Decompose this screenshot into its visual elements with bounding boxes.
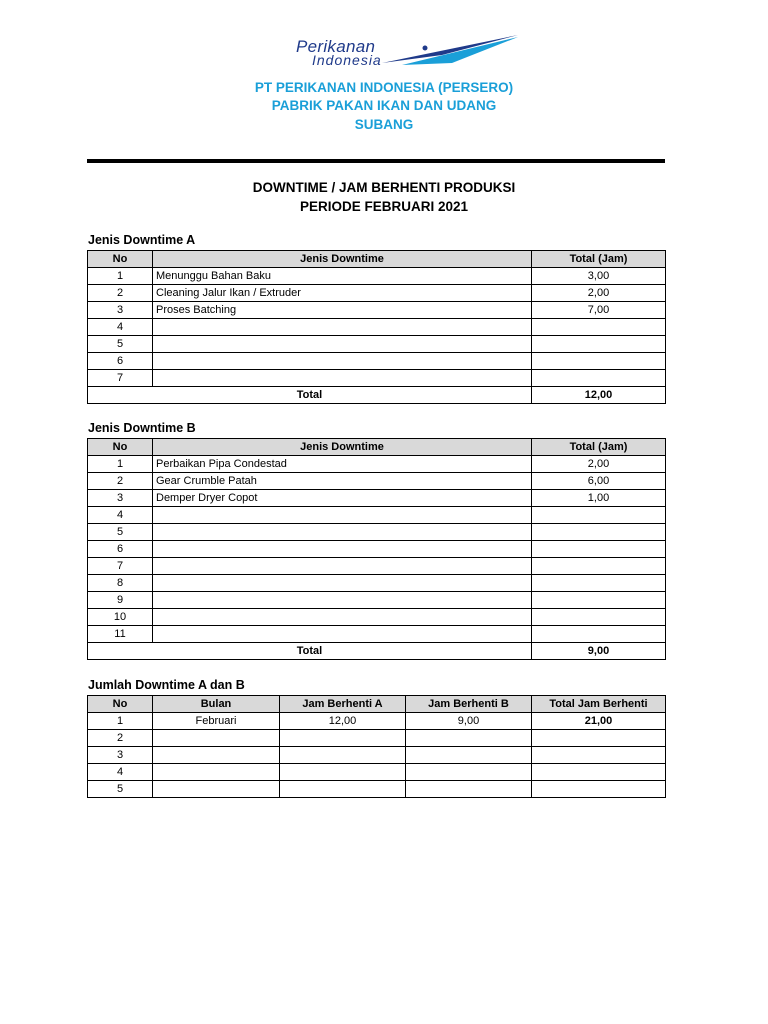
table-row	[88, 456, 666, 473]
total-row	[88, 387, 666, 404]
total-label: Total	[88, 643, 532, 660]
table-row	[88, 319, 666, 336]
table-row	[88, 507, 666, 524]
column-header: Jenis Downtime	[153, 251, 532, 268]
row-number: 6	[88, 353, 153, 370]
downtime-hours	[532, 524, 666, 541]
row-number: 3	[88, 747, 153, 764]
hours-b-cell	[406, 747, 532, 764]
downtime-hours	[532, 370, 666, 387]
column-header: Bulan	[153, 696, 280, 713]
downtime-type	[153, 558, 532, 575]
downtime-type: Menunggu Bahan Baku	[153, 268, 532, 285]
hours-a-cell	[280, 747, 406, 764]
row-number: 4	[88, 507, 153, 524]
total-hours-cell: 21,00	[532, 713, 666, 730]
column-header: Total (Jam)	[532, 251, 666, 268]
downtime-hours	[532, 592, 666, 609]
row-number: 1	[88, 456, 153, 473]
document-period: PERIODE FEBRUARI 2021	[299, 199, 469, 214]
downtime-type: Perbaikan Pipa Condestad	[153, 456, 532, 473]
table-row	[88, 575, 666, 592]
column-header: Jenis Downtime	[153, 439, 532, 456]
downtime-b-table	[87, 438, 666, 660]
company-division: PABRIK PAKAN IKAN DAN UDANG	[271, 98, 497, 113]
table-row	[88, 781, 666, 798]
row-number: 5	[88, 524, 153, 541]
hours-a-cell	[280, 730, 406, 747]
table-row	[88, 370, 666, 387]
column-header: Total (Jam)	[532, 439, 666, 456]
company-name: PT PERIKANAN INDONESIA (PERSERO)	[254, 80, 514, 95]
downtime-hours	[532, 558, 666, 575]
total-value: 9,00	[532, 643, 666, 660]
row-number: 3	[88, 490, 153, 507]
logo-text-perikanan: Perikanan	[296, 37, 376, 56]
downtime-type	[153, 609, 532, 626]
row-number: 2	[88, 473, 153, 490]
table-row	[88, 558, 666, 575]
total-label: Total	[88, 387, 532, 404]
table-row	[88, 353, 666, 370]
downtime-type	[153, 626, 532, 643]
row-number: 2	[88, 285, 153, 302]
hours-a-cell: 12,00	[280, 713, 406, 730]
downtime-type	[153, 319, 532, 336]
month-cell	[153, 730, 280, 747]
table-row	[88, 713, 666, 730]
table-row	[88, 302, 666, 319]
month-cell	[153, 747, 280, 764]
hours-b-cell	[406, 764, 532, 781]
row-number: 11	[88, 626, 153, 643]
downtime-type	[153, 524, 532, 541]
downtime-type: Cleaning Jalur Ikan / Extruder	[153, 285, 532, 302]
section-label-downtime-b: Jenis Downtime B	[88, 421, 196, 435]
column-header: No	[88, 251, 153, 268]
row-number: 5	[88, 336, 153, 353]
downtime-type: Gear Crumble Patah	[153, 473, 532, 490]
row-number: 6	[88, 541, 153, 558]
column-header: Jam Berhenti B	[406, 696, 532, 713]
downtime-hours	[532, 541, 666, 558]
row-number: 3	[88, 302, 153, 319]
table-header-row	[88, 696, 666, 713]
month-cell	[153, 764, 280, 781]
downtime-type	[153, 353, 532, 370]
document-title: DOWNTIME / JAM BERHENTI PRODUKSI	[252, 180, 516, 195]
total-hours-cell	[532, 747, 666, 764]
hours-a-cell	[280, 764, 406, 781]
table-row	[88, 336, 666, 353]
hours-b-cell: 9,00	[406, 713, 532, 730]
column-header: No	[88, 696, 153, 713]
company-logo	[292, 33, 518, 77]
row-number: 4	[88, 764, 153, 781]
table-row	[88, 490, 666, 507]
section-label-downtime-a: Jenis Downtime A	[88, 233, 196, 247]
downtime-summary-table	[87, 695, 666, 798]
downtime-type	[153, 592, 532, 609]
row-number: 1	[88, 713, 153, 730]
month-cell	[153, 781, 280, 798]
downtime-type	[153, 336, 532, 353]
column-header: Total Jam Berhenti	[532, 696, 666, 713]
hours-b-cell	[406, 730, 532, 747]
column-header: No	[88, 439, 153, 456]
row-number: 7	[88, 370, 153, 387]
downtime-hours	[532, 575, 666, 592]
table-header-row	[88, 251, 666, 268]
downtime-type	[153, 575, 532, 592]
downtime-hours: 2,00	[532, 456, 666, 473]
company-location: SUBANG	[354, 117, 414, 132]
downtime-hours: 6,00	[532, 473, 666, 490]
table-row	[88, 747, 666, 764]
downtime-a-table	[87, 250, 666, 404]
total-row	[88, 643, 666, 660]
table-row	[88, 730, 666, 747]
table-header-row	[88, 439, 666, 456]
table-row	[88, 541, 666, 558]
downtime-hours: 3,00	[532, 268, 666, 285]
total-hours-cell	[532, 781, 666, 798]
table-row	[88, 764, 666, 781]
downtime-hours	[532, 626, 666, 643]
header-divider	[87, 159, 665, 163]
downtime-type: Proses Batching	[153, 302, 532, 319]
column-header: Jam Berhenti A	[280, 696, 406, 713]
hours-b-cell	[406, 781, 532, 798]
table-row	[88, 524, 666, 541]
row-number: 10	[88, 609, 153, 626]
row-number: 9	[88, 592, 153, 609]
downtime-hours	[532, 336, 666, 353]
downtime-hours: 1,00	[532, 490, 666, 507]
hours-a-cell	[280, 781, 406, 798]
downtime-hours	[532, 319, 666, 336]
row-number: 1	[88, 268, 153, 285]
downtime-hours	[532, 609, 666, 626]
downtime-hours	[532, 507, 666, 524]
section-label-downtime-summary: Jumlah Downtime A dan B	[88, 678, 245, 692]
total-value: 12,00	[532, 387, 666, 404]
downtime-type: Demper Dryer Copot	[153, 490, 532, 507]
table-row	[88, 285, 666, 302]
table-row	[88, 268, 666, 285]
logo-text-indonesia: Indonesia	[312, 52, 382, 68]
downtime-hours	[532, 353, 666, 370]
row-number: 7	[88, 558, 153, 575]
downtime-hours: 7,00	[532, 302, 666, 319]
table-row	[88, 592, 666, 609]
table-row	[88, 609, 666, 626]
total-hours-cell	[532, 730, 666, 747]
row-number: 2	[88, 730, 153, 747]
month-cell: Februari	[153, 713, 280, 730]
row-number: 8	[88, 575, 153, 592]
table-row	[88, 473, 666, 490]
total-hours-cell	[532, 764, 666, 781]
row-number: 4	[88, 319, 153, 336]
row-number: 5	[88, 781, 153, 798]
downtime-hours: 2,00	[532, 285, 666, 302]
table-row	[88, 626, 666, 643]
downtime-type	[153, 507, 532, 524]
downtime-type	[153, 370, 532, 387]
downtime-type	[153, 541, 532, 558]
